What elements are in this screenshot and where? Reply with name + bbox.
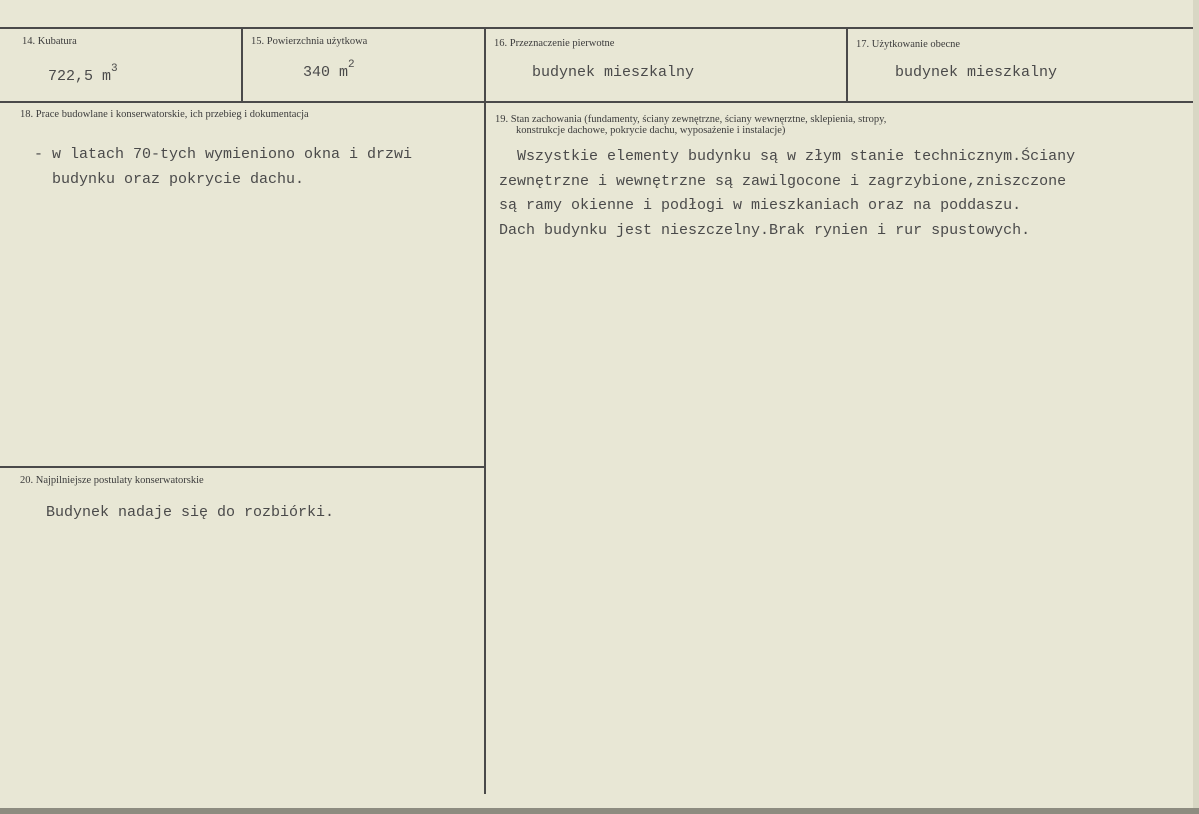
prace-text [34, 143, 412, 192]
postulaty-value: Budynek nadaje się do rozbiórki. [46, 504, 335, 521]
powierzchnia-label: 15. Powierzchnia użytkowa [251, 36, 368, 47]
uzytkowanie-label: 17. Użytkowanie obecne [856, 39, 961, 50]
powierzchnia-exponent: 2 [348, 59, 355, 71]
kubatura-label: 14. Kubatura [22, 36, 77, 47]
prace-line: budynku oraz pokrycie dachu. [34, 170, 305, 188]
stan-line: są ramy okienne i podłogi w mieszkaniach oraz na poddaszu. [499, 197, 1022, 214]
row3-rule [0, 466, 484, 468]
stan-label-line2: konstrukcje dachowe, pokrycie dachu, wyposażenie i instalacje) [516, 125, 786, 136]
przeznaczenie-value: budynek mieszkalny [532, 64, 695, 81]
top-rule [0, 27, 1195, 29]
card-edge [1193, 0, 1199, 814]
postulaty-label: 20. Najpilniejsze postulaty konserwatorskie [20, 475, 204, 486]
stan-line: zewnętrzne i wewnętrzne są zawilgocone i zagrzybione,zniszczone [499, 172, 1067, 190]
scan-bottom-edge [0, 808, 1199, 814]
powierzchnia-value [303, 59, 355, 81]
uzytkowanie-value: budynek mieszkalny [895, 64, 1058, 81]
prace-line: - w latach 70-tych wymieniono okna i drzwi [34, 146, 413, 163]
col-divider-3 [846, 28, 848, 102]
powierzchnia-number: 340 m [303, 64, 349, 81]
przeznaczenie-label: 16. Przeznaczenie pierwotne [494, 38, 615, 49]
kubatura-exponent: 3 [111, 63, 118, 75]
col-divider-2 [484, 28, 486, 794]
col-divider-1 [241, 28, 243, 102]
kubatura-value [48, 63, 118, 85]
stan-line: Dach budynku jest nieszczelny.Brak rynien i rur spustowych. [499, 221, 1031, 239]
stan-label-line1: 19. Stan zachowania (fundamenty, ściany zewnętrzne, ściany wewnęrztne, sklepienia, stropy, [495, 114, 887, 125]
stan-text [499, 145, 1075, 243]
row1-rule [0, 101, 1195, 103]
kubatura-number: 722,5 m [48, 68, 112, 85]
stan-line: Wszystkie elementy budynku są w złym stanie technicznym.Ściany [499, 148, 1076, 165]
prace-label: 18. Prace budowlane i konserwatorskie, ich przebieg i dokumentacja [20, 109, 309, 120]
